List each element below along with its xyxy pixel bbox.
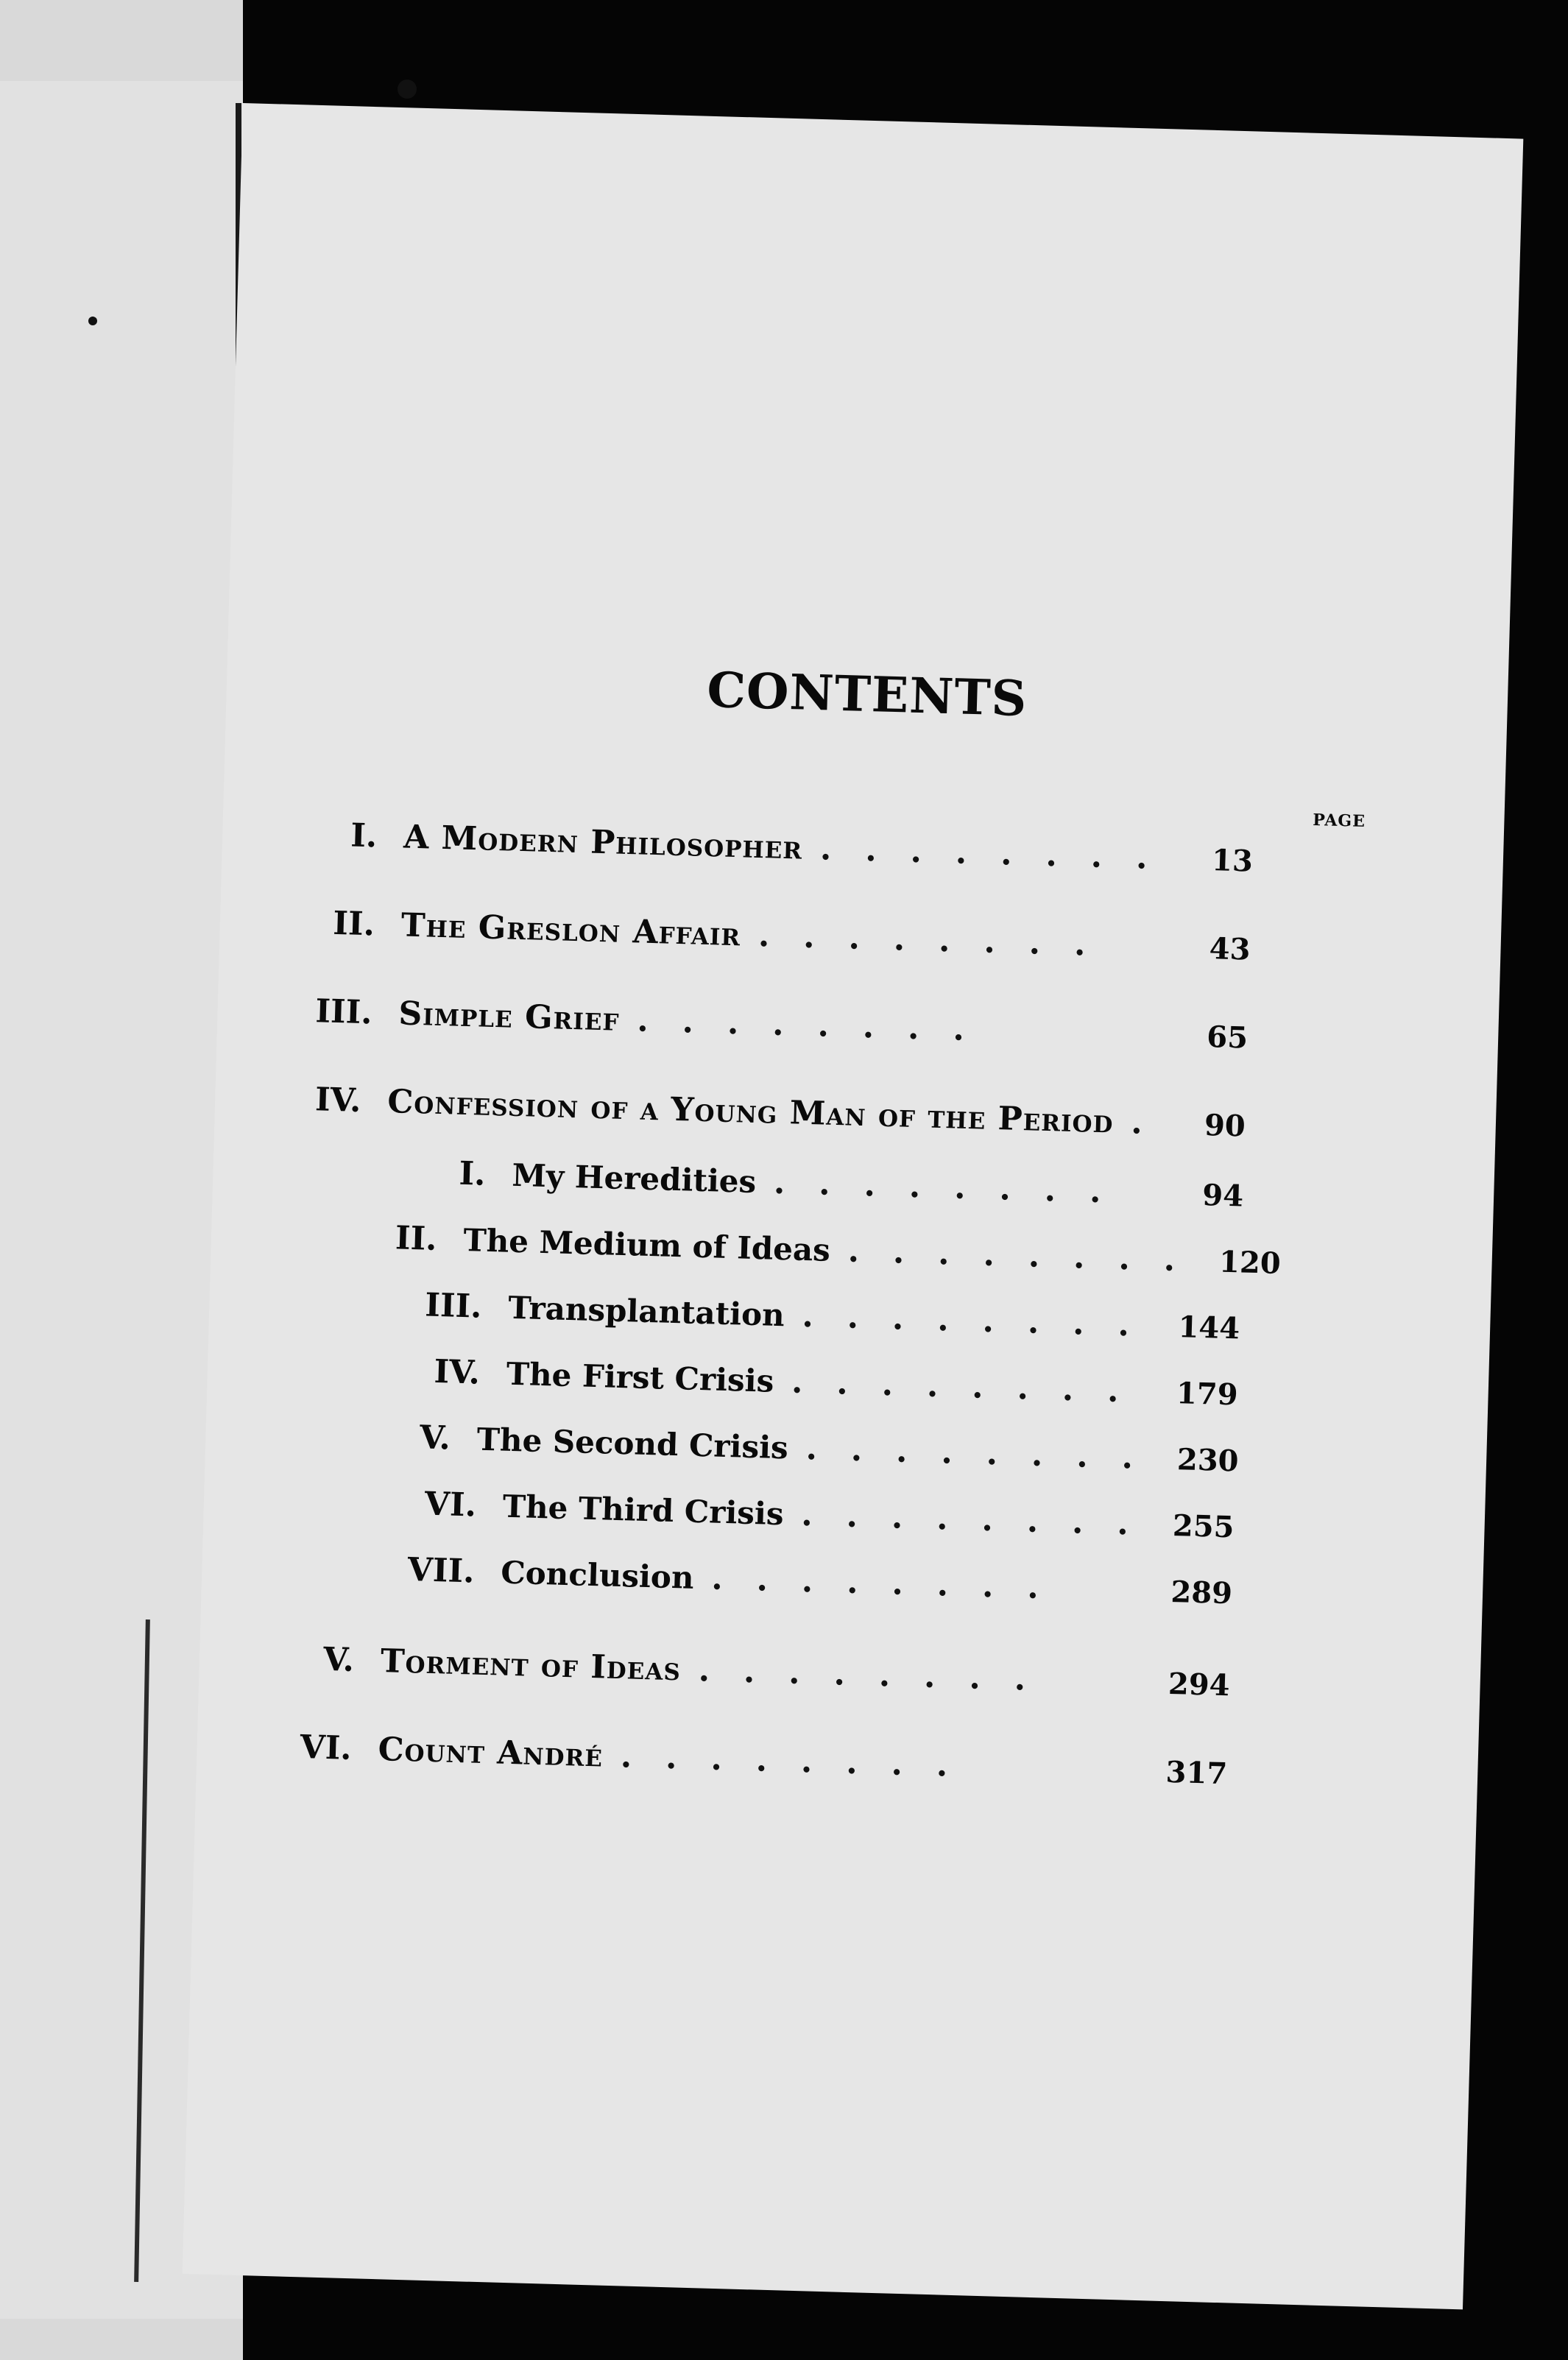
page-number: 317	[1165, 1754, 1228, 1792]
ink-speck	[88, 317, 97, 325]
chapter-title: Simple Grief	[398, 994, 621, 1039]
table-of-contents	[183, 103, 1524, 2309]
dot-leader: ........	[636, 1001, 999, 1050]
ink-speck	[398, 80, 417, 99]
page-number: 65	[1206, 1020, 1249, 1056]
section-title: The Third Crisis	[502, 1488, 785, 1533]
section-number: VI.	[424, 1485, 477, 1525]
toc-entry	[278, 903, 1251, 968]
page-number: 13	[1211, 843, 1254, 879]
section-title: Conclusion	[500, 1554, 695, 1596]
chapter-number: I.	[350, 816, 378, 855]
section-title: The Second Crisis	[476, 1421, 789, 1466]
page-number: 230	[1176, 1442, 1240, 1479]
toc-subentry	[386, 1550, 1233, 1611]
chapter-title: Confession of a Young Man of the Period	[386, 1083, 1115, 1141]
page-number: 120	[1218, 1244, 1282, 1281]
chapter-number: VI.	[299, 1728, 353, 1767]
section-number: V.	[419, 1419, 451, 1458]
page-number: 90	[1204, 1108, 1246, 1144]
dot-leader: ........	[805, 1430, 1168, 1477]
section-number: VII.	[407, 1551, 476, 1591]
section-title: The First Crisis	[506, 1355, 774, 1399]
dot-leader: ........	[847, 1232, 1209, 1280]
toc-subentry	[395, 1219, 1282, 1281]
toc-entry	[274, 1080, 1246, 1145]
dot-leader: ........	[773, 1163, 1136, 1212]
toc-entry	[276, 992, 1249, 1056]
contents-title: CONTENTS	[706, 660, 1028, 728]
page-column-label: PAGE	[1313, 810, 1366, 831]
chapter-number: III.	[314, 992, 373, 1032]
dot-leader: ........	[791, 1363, 1154, 1411]
dot-leader: ........	[801, 1296, 1164, 1345]
page-number: 179	[1176, 1376, 1239, 1413]
dot-leader: .	[1130, 1103, 1177, 1142]
chapter-number: IV.	[314, 1081, 362, 1120]
section-title: Transplantation	[507, 1289, 785, 1334]
dot-leader: ........	[800, 1495, 1163, 1544]
section-title: The Medium of Ideas	[462, 1221, 831, 1268]
toc-subentry	[391, 1352, 1238, 1413]
section-number: IV.	[433, 1352, 481, 1392]
toc-subentry	[397, 1153, 1244, 1214]
toc-entry	[255, 1727, 1228, 1792]
chapter-title: A Modern Philosopher	[403, 818, 803, 867]
section-title: My Heredities	[511, 1156, 757, 1201]
page-number: 294	[1168, 1666, 1231, 1703]
contents-page	[183, 103, 1524, 2309]
dot-leader: ........	[698, 1651, 1060, 1699]
dot-leader: ........	[620, 1737, 983, 1785]
toc-entry	[281, 815, 1254, 880]
dot-leader: ........	[757, 916, 1120, 964]
chapter-title: Count André	[377, 1731, 604, 1775]
page-number: 94	[1201, 1177, 1244, 1214]
toc-entry	[258, 1639, 1230, 1703]
section-number: II.	[395, 1219, 438, 1258]
page-number: 255	[1172, 1508, 1235, 1545]
dot-leader: ........	[710, 1559, 1073, 1608]
page-number: 144	[1177, 1310, 1240, 1346]
page-number: 43	[1209, 931, 1251, 967]
toc-subentry	[387, 1484, 1235, 1545]
section-number: I.	[458, 1154, 487, 1193]
chapter-number: V.	[322, 1640, 355, 1680]
chapter-title: The Greslon Affair	[400, 906, 741, 954]
toc-subentry	[389, 1418, 1240, 1479]
dot-leader: ........	[819, 830, 1182, 877]
toc-subentry	[393, 1285, 1240, 1346]
chapter-title: Torment of Ideas	[380, 1642, 682, 1689]
section-number: III.	[424, 1286, 483, 1326]
chapter-number: II.	[332, 904, 375, 944]
page-number: 289	[1170, 1574, 1233, 1611]
